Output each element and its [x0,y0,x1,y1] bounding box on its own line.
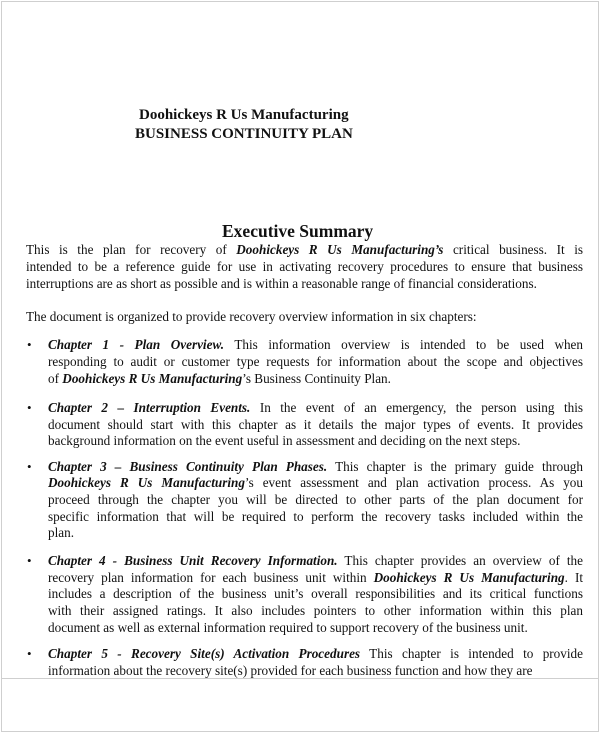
text-span: This chapter is the primary guide through [327,459,583,474]
text-span: responding to audit or customer type requests for information about the scope and objectives [48,354,583,369]
text-span: This chapter is intended to provide [360,646,583,661]
text-span: document as well as external information required to support recovery of the business unit. [48,620,528,635]
paragraph-line [26,241,583,258]
chapter-1-line [48,336,583,353]
next-page [1,678,599,732]
text-span: ’s Business Continuity Plan. [242,371,391,386]
bullet-icon: • [27,337,32,352]
text-span: document should start with this chapter as it details the major types of events. It provides [48,417,583,432]
chapter-4-line [48,602,583,619]
emphasis-text: Doohickeys R Us Manufacturing [373,570,565,585]
text-span: of [48,371,63,386]
bullet-icon: • [27,646,32,661]
text-span: plan. [48,525,75,540]
chapter-1-line [48,353,583,370]
text-span: intended to be a reference guide for use in activating recovery procedures to ensure that business [26,259,583,274]
emphasis-text: Doohickeys R Us Manufacturing’s [236,242,444,257]
bullet-icon: • [27,400,32,415]
emphasis-text: Chapter 3 – Business Continuity Plan Phases. [48,459,328,474]
document-page [1,1,599,678]
chapter-4-line [48,552,583,569]
text-span: This chapter provides an overview of the [337,553,583,568]
chapter-4-line [48,569,583,586]
bullet-icon: • [27,459,32,474]
chapter-5-line [48,662,533,679]
text-span: includes a description of the business unit’s overall responsibilities and its critical functions [48,586,583,601]
company-name: Doohickeys R Us Manufacturing [139,107,349,123]
emphasis-text: Doohickeys R Us Manufacturing [62,371,243,386]
chapter-3-line [48,458,583,475]
text-span: The document is organized to provide recovery overview information in six chapters: [26,309,477,324]
paragraph-line [26,275,537,292]
chapter-2-line [48,399,583,416]
paragraph-line [26,308,477,325]
chapter-5-line [48,645,583,662]
chapter-3-line [48,508,583,525]
emphasis-text: Chapter 1 - Plan Overview. [48,337,225,352]
text-span: This is the plan for recovery of [26,242,237,257]
text-span: information about the recovery site(s) provided for each business function and how they are [48,663,533,678]
text-span: critical business. It is [443,242,583,257]
text-span: . It [564,570,583,585]
emphasis-text: Chapter 5 - Recovery Site(s) Activation Procedures [48,646,361,661]
chapter-3-line [48,524,74,541]
text-span: In the event of an emergency, the person using this [250,400,583,415]
section-title: Executive Summary [222,221,374,241]
emphasis-text: Chapter 4 - Business Unit Recovery Information. [48,553,338,568]
text-span: This information overview is intended to be used when [224,337,583,352]
chapter-4-line [48,619,528,636]
chapter-1-line [48,370,391,387]
chapter-2-line [48,432,520,449]
chapter-3-line [48,491,583,508]
text-span: interruptions are as short as possible and is within a reasonable range of financial considerations. [26,276,537,291]
text-span: with their assigned ratings. It also includes pointers to other information within this plan [48,603,583,618]
emphasis-text: Doohickeys R Us Manufacturing [48,475,245,490]
text-span: background information on the event useful in assessment and deciding on the next steps. [48,433,521,448]
emphasis-text: Chapter 2 – Interruption Events. [48,400,251,415]
chapter-3-line [48,474,583,491]
paragraph-line [26,258,583,275]
text-span: recovery plan information for each business unit within [48,570,374,585]
bullet-icon: • [27,553,32,568]
text-span: specific information that will be required to perform the recovery tasks included within the [48,509,583,524]
text-span: ’s event assessment and plan activation process. As you [244,475,583,490]
text-span: proceed through the chapter you will be directed to other parts of the plan document for [48,492,583,507]
plan-title: BUSINESS CONTINUITY PLAN [135,126,353,142]
chapter-2-line [48,416,583,433]
chapter-4-line [48,585,583,602]
